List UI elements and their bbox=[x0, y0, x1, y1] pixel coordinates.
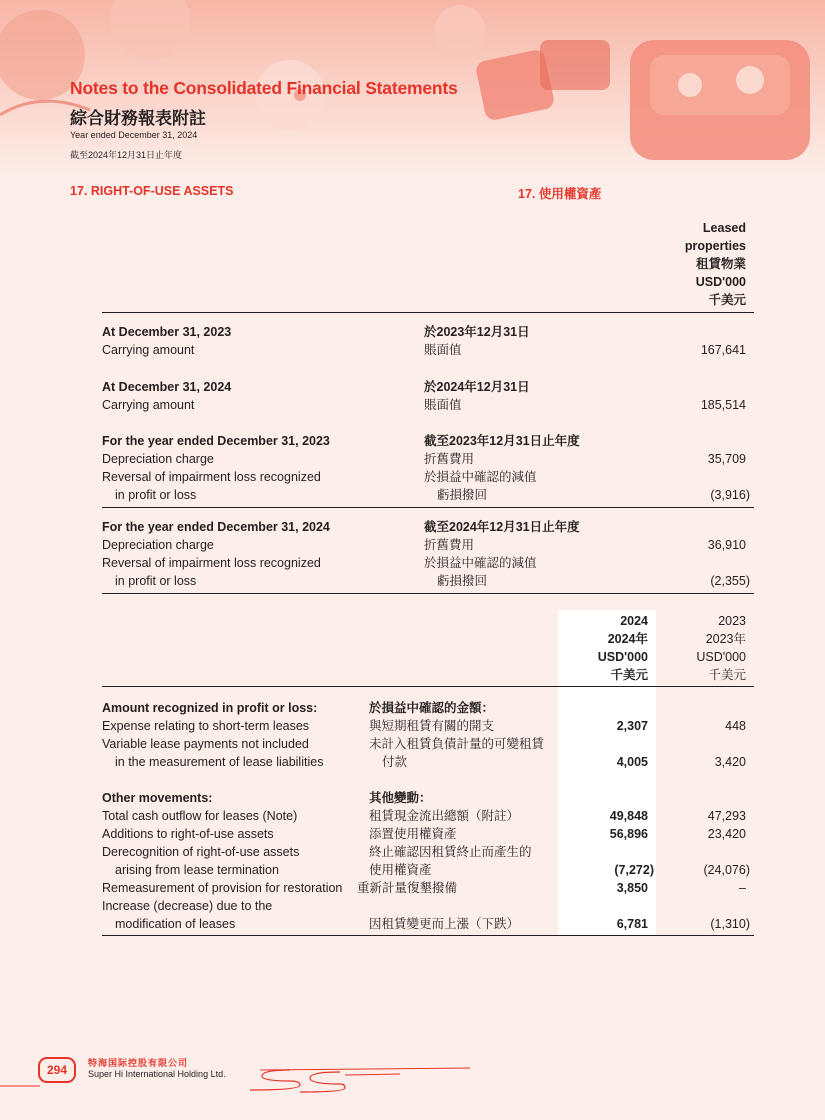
table-row-label-zh: 使用權資產 bbox=[369, 863, 432, 877]
table-row-label-zh: 終止確認因租賃終止而產生的 bbox=[369, 845, 532, 859]
table-row-label: Remeasurement of provision for restoration bbox=[102, 881, 343, 895]
table-row-value-2024: (7,272) bbox=[614, 863, 654, 877]
table-row-label: Derecognition of right-of-use assets bbox=[102, 845, 300, 859]
table-row-label: arising from lease termination bbox=[115, 863, 279, 877]
table-row-label-zh: 賬面值 bbox=[424, 343, 462, 357]
page-title-en: Notes to the Consolidated Financial Statements bbox=[70, 78, 458, 98]
table-row-label-zh: 因租賃變更而上漲（下跌） bbox=[369, 917, 520, 931]
table-row-value: 185,514 bbox=[700, 398, 746, 412]
table-row-label: For the year ended December 31, 2023 bbox=[102, 434, 330, 448]
table-row-value-2023: 3,420 bbox=[714, 755, 746, 769]
table-row-value-2024: 3,850 bbox=[616, 881, 648, 895]
company-name-en: Super Hi International Holding Ltd. bbox=[88, 1069, 226, 1079]
table-row-label-zh: 於2024年12月31日 bbox=[424, 380, 530, 394]
company-name-zh: 特海国际控股有限公司 bbox=[88, 1058, 189, 1068]
col-2024-header: 2024年 bbox=[607, 632, 648, 646]
table-row-label-zh: 於損益中確認的減值 bbox=[424, 556, 537, 570]
table-row-label: Carrying amount bbox=[102, 398, 195, 412]
divider bbox=[102, 312, 754, 313]
table-row-label-zh: 重新計量復墾撥備 bbox=[357, 881, 458, 895]
divider bbox=[102, 507, 754, 508]
table-row-label: Expense relating to short-term leases bbox=[102, 719, 310, 733]
divider bbox=[102, 935, 754, 936]
table-row-value: (2,355) bbox=[710, 574, 750, 588]
table-row-value-2023: (24,076) bbox=[703, 863, 750, 877]
table-row-label: modification of leases bbox=[115, 917, 236, 931]
table-row-label: For the year ended December 31, 2024 bbox=[102, 520, 330, 534]
table-row-label-zh: 截至2023年12月31日止年度 bbox=[424, 434, 580, 448]
table-row-label: Increase (decrease) due to the bbox=[102, 899, 273, 913]
table-row-label: At December 31, 2024 bbox=[102, 380, 232, 394]
col-2024-header: 2024 bbox=[620, 614, 648, 628]
col-2024-header: USD'000 bbox=[597, 650, 648, 664]
table-row-label: Amount recognized in profit or loss: bbox=[102, 701, 318, 715]
table-row-label: Other movements: bbox=[102, 791, 213, 805]
col-2023-header: 2023年 bbox=[705, 632, 746, 646]
section-title-en: 17. RIGHT-OF-USE ASSETS bbox=[70, 184, 234, 198]
table-row-label-zh: 賬面值 bbox=[424, 398, 462, 412]
col-header-line: properties bbox=[684, 239, 746, 253]
col-2023-header: 2023 bbox=[718, 614, 746, 628]
table-row-label-zh: 折舊費用 bbox=[424, 452, 475, 466]
table-row-label-zh: 付款 bbox=[382, 755, 408, 769]
table-row-label: At December 31, 2023 bbox=[102, 325, 232, 339]
table-row-label-zh: 於損益中確認的減值 bbox=[424, 470, 537, 484]
table-row-value-2024: 4,005 bbox=[616, 755, 648, 769]
table-row-label: in profit or loss bbox=[115, 488, 197, 502]
table-row-value: 36,910 bbox=[707, 538, 746, 552]
period-en: Year ended December 31, 2024 bbox=[70, 130, 198, 140]
table-row-label-zh: 截至2024年12月31日止年度 bbox=[424, 520, 580, 534]
table-row-label: Depreciation charge bbox=[102, 538, 214, 552]
table-row-value: (3,916) bbox=[710, 488, 750, 502]
table-row-label: Total cash outflow for leases (Note) bbox=[102, 809, 298, 823]
table-row-value-2023: 23,420 bbox=[707, 827, 746, 841]
divider bbox=[102, 686, 754, 687]
table-row-label-zh: 虧損撥回 bbox=[437, 488, 488, 502]
table-row-value-2023: 448 bbox=[725, 719, 746, 733]
divider bbox=[102, 593, 754, 594]
table-row-label: Variable lease payments not included bbox=[102, 737, 309, 751]
col-2024-header: 千美元 bbox=[610, 668, 648, 682]
table-row-label-zh: 折舊費用 bbox=[424, 538, 475, 552]
col-header-line: 千美元 bbox=[708, 293, 746, 307]
col-header-line: USD'000 bbox=[695, 275, 746, 289]
table-row-value-2024: 49,848 bbox=[609, 809, 648, 823]
table-row-label-zh: 與短期租賃有關的開支 bbox=[369, 719, 495, 733]
table-row-value-2024: 56,896 bbox=[609, 827, 648, 841]
section-title-zh: 17. 使用權資產 bbox=[518, 187, 602, 201]
col-2023-header: USD'000 bbox=[696, 650, 746, 664]
table-row-value-2024: 6,781 bbox=[616, 917, 648, 931]
table-row-value: 167,641 bbox=[700, 343, 746, 357]
table-row-value: 35,709 bbox=[707, 452, 746, 466]
table-row-label: in profit or loss bbox=[115, 574, 197, 588]
table-row-value-2023: 47,293 bbox=[707, 809, 746, 823]
table-row-label: Carrying amount bbox=[102, 343, 195, 357]
table-row-label-zh: 未計入租賃負債計量的可變租賃 bbox=[369, 737, 545, 751]
page-title-zh: 綜合財務報表附註 bbox=[70, 109, 206, 128]
table-row-label: Reversal of impairment loss recognized bbox=[102, 556, 321, 570]
table-row-label: Additions to right-of-use assets bbox=[102, 827, 274, 841]
table-row-label-zh: 其他變動： bbox=[369, 791, 432, 805]
period-zh: 截至2024年12月31日止年度 bbox=[70, 150, 183, 160]
table-row-label: Reversal of impairment loss recognized bbox=[102, 470, 321, 484]
table-row-label: Depreciation charge bbox=[102, 452, 214, 466]
page-number: 294 bbox=[38, 1057, 76, 1083]
table-row-label-zh: 於損益中確認的金額： bbox=[369, 701, 495, 715]
table-row-label-zh: 租賃現金流出總額（附註） bbox=[369, 809, 520, 823]
table-row-value-2023: (1,310) bbox=[710, 917, 750, 931]
col-header-line: Leased bbox=[702, 221, 746, 235]
table-row-label-zh: 添置使用權資產 bbox=[369, 827, 457, 841]
table-row-label-zh: 於2023年12月31日 bbox=[424, 325, 530, 339]
table-row-label: in the measurement of lease liabilities bbox=[115, 755, 324, 769]
col-2023-header: 千美元 bbox=[708, 668, 746, 682]
table-row-value-2023: – bbox=[739, 881, 746, 895]
table-row-label-zh: 虧損撥回 bbox=[437, 574, 488, 588]
footer-decorative-swirl bbox=[0, 1060, 480, 1100]
table-row-value-2024: 2,307 bbox=[616, 719, 648, 733]
col-header-line: 租賃物業 bbox=[695, 257, 746, 271]
